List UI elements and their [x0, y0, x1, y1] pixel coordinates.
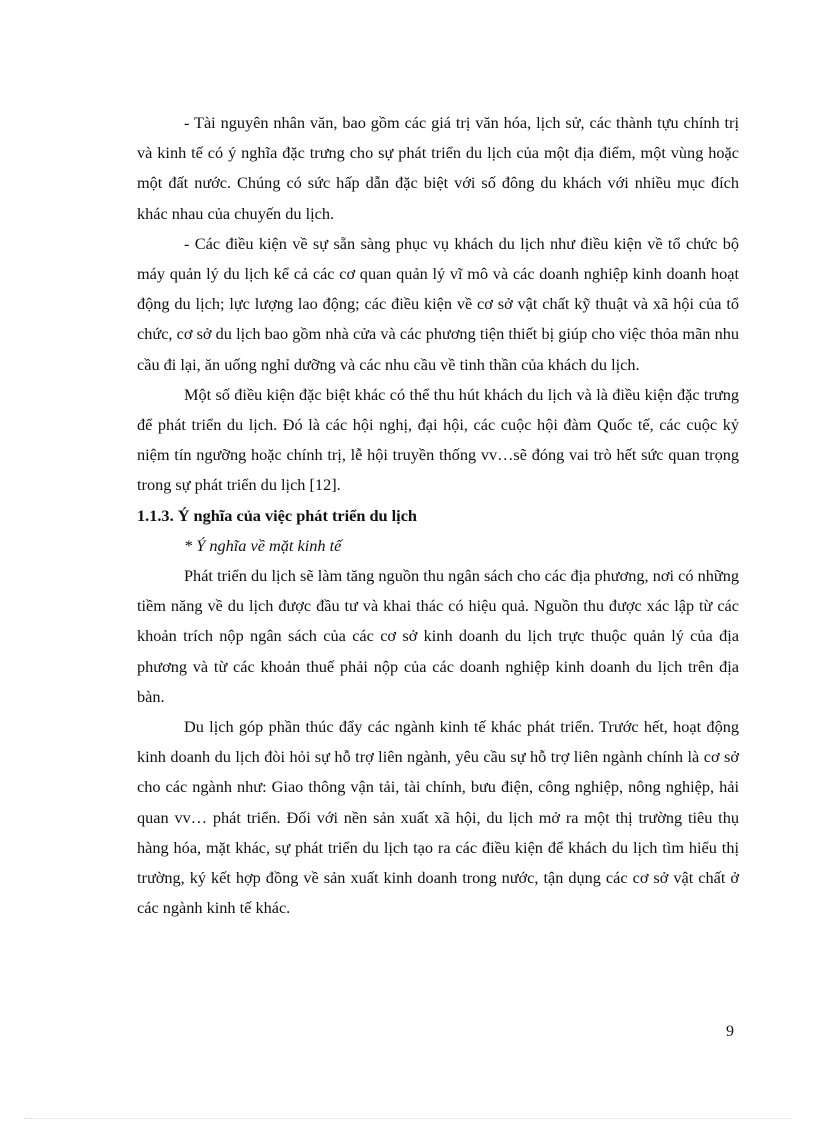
paragraph-cultural-resources: - Tài nguyên nhân văn, bao gồm các giá trị văn hóa, lịch sử, các thành tựu chính trị và kinh tế có ý nghĩa đặc trưng cho sự phát triển du lịch của một địa điểm, một vùng hoặc một đất nước. Chúng có sức hấp dẫn đặc biệt với số đông du khách với nhiều mục đích khác nhau của chuyến du lịch.: [137, 113, 739, 223]
page-number: 9: [726, 1023, 734, 1040]
paragraph-special-conditions: Một số điều kiện đặc biệt khác có thể thu hút khách du lịch và là điều kiện đặc trưng để phát triển du lịch. Đó là các hội nghị, đại hội, các cuộc hội đàm Quốc tế, các cuộc kỷ niệm tín ngưỡng hoặc chính trị, lễ hội truyền thống vv…sẽ đóng vai trò hết sức quan trọng trong sự phát triển du lịch [12].: [137, 384, 739, 495]
paragraph-industry-growth: Du lịch góp phần thúc đẩy các ngành kinh tế khác phát triển. Trước hết, hoạt động kinh doanh du lịch đòi hỏi sự hỗ trợ liên ngành, yêu cầu sự hỗ trợ liên ngành chính là cơ sở cho các ngành như: Giao thông vận tải, tài chính, bưu điện, công nghiệp, nông nghiệp, hải quan vv… phát triển. Đối với nền sản xuất xã hội, du lịch mở ra một thị trường tiêu thụ hàng hóa, mặt khác, sự phát triển du lịch tạo ra các điều kiện để khách du lịch tìm hiểu thị trường, ký kết hợp đồng về sản xuất kinh doanh trong nước, tận dụng các cơ sở vật chất ở các ngành kinh tế khác.: [137, 717, 739, 918]
page-body: [137, 108, 739, 923]
paragraph-service-conditions: - Các điều kiện về sự sẵn sàng phục vụ khách du lịch như điều kiện về tổ chức bộ máy quản lý du lịch kể cả các cơ quan quản lý vĩ mô và các doanh nghiệp kinh doanh hoạt động du lịch; lực lượng lao động; các điều kiện về cơ sở vật chất kỹ thuật và xã hội của tổ chức, cơ sở du lịch bao gồm nhà cửa và các phương tiện thiết bị giúp cho việc thỏa mãn nhu cầu đi lại, ăn uống nghỉ dưỡng và các nhu cầu về tinh thần của khách du lịch.: [137, 233, 739, 374]
paragraph-budget-revenue: Phát triển du lịch sẽ làm tăng nguồn thu ngân sách cho các địa phương, nơi có những tiềm năng về du lịch được đầu tư và khai thác có hiệu quả. Nguồn thu được xác lập từ các khoản trích nộp ngân sách của các cơ sở kinh doanh du lịch trực thuộc quản lý của địa phương và từ các khoản thuế phải nộp của các doanh nghiệp kinh doanh du lịch trên địa bàn.: [137, 566, 739, 706]
page-bottom-divider: [24, 1118, 792, 1119]
subheading-economic-meaning: * Ý nghĩa về mặt kinh tế: [184, 535, 342, 555]
section-heading: 1.1.3. Ý nghĩa của việc phát triển du lịch: [137, 505, 417, 525]
